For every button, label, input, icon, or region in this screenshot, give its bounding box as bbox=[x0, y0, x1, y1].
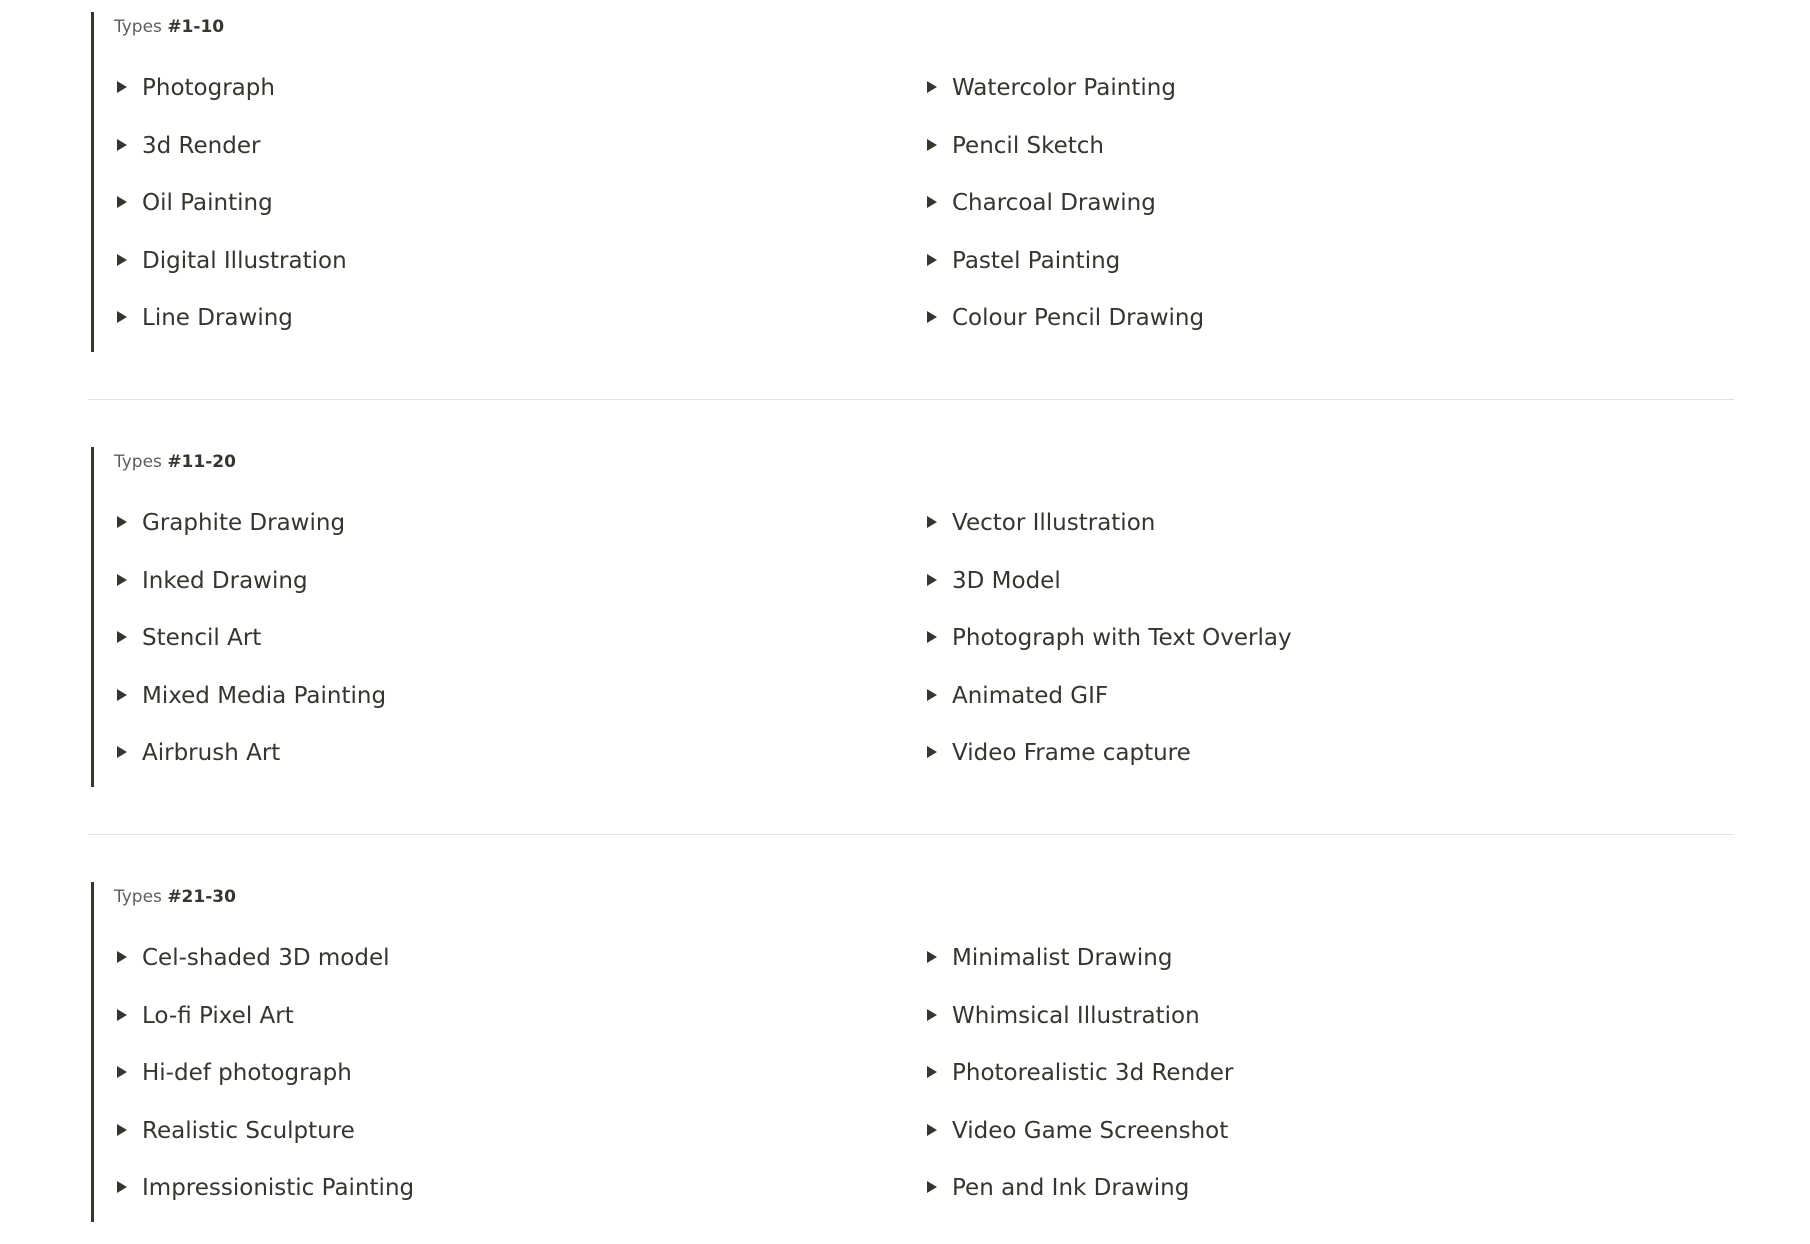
triangle-right-icon[interactable] bbox=[117, 254, 127, 266]
toggle-item[interactable] bbox=[114, 1174, 924, 1232]
toggle-item[interactable] bbox=[924, 624, 1734, 682]
toggle-label: Watercolor Painting bbox=[952, 75, 1176, 101]
toggle-item[interactable] bbox=[924, 189, 1734, 247]
toggle-columns bbox=[114, 944, 1734, 1232]
group-caption bbox=[114, 886, 236, 908]
toggle-label: Digital Illustration bbox=[142, 247, 347, 274]
toggle-item[interactable] bbox=[924, 74, 1734, 132]
toggle-label: Airbrush Art bbox=[142, 740, 281, 766]
toggle-label: Cel-shaded 3D model bbox=[142, 945, 390, 971]
toggle-label: Pastel Painting bbox=[952, 247, 1121, 274]
caption-prefix: Types bbox=[114, 452, 168, 472]
column-left bbox=[114, 509, 924, 797]
triangle-right-icon[interactable] bbox=[927, 139, 937, 151]
toggle-label: Charcoal Drawing bbox=[952, 190, 1156, 216]
triangle-right-icon[interactable] bbox=[927, 1181, 937, 1193]
caption-range: #1-10 bbox=[167, 17, 225, 37]
toggle-label: Colour Pencil Drawing bbox=[952, 305, 1205, 331]
toggle-item[interactable] bbox=[114, 189, 924, 247]
toggle-item[interactable] bbox=[114, 624, 924, 682]
toggle-columns bbox=[114, 74, 1734, 362]
triangle-right-icon[interactable] bbox=[927, 516, 937, 528]
toggle-label: Oil Painting bbox=[142, 190, 273, 216]
caption-range: #11-20 bbox=[167, 452, 236, 472]
toggle-item[interactable] bbox=[924, 739, 1734, 797]
toggle-item[interactable] bbox=[114, 1002, 924, 1060]
toggle-item[interactable] bbox=[924, 1174, 1734, 1232]
toggle-item[interactable] bbox=[924, 682, 1734, 740]
toggle-label: Video Frame capture bbox=[952, 740, 1191, 766]
triangle-right-icon[interactable] bbox=[117, 689, 127, 701]
toggle-item[interactable] bbox=[114, 1117, 924, 1175]
triangle-right-icon[interactable] bbox=[117, 1181, 127, 1193]
toggle-label: Graphite Drawing bbox=[142, 510, 346, 536]
toggle-label: Photograph bbox=[142, 75, 275, 101]
triangle-right-icon[interactable] bbox=[117, 516, 127, 528]
toggle-item[interactable] bbox=[924, 132, 1734, 190]
column-left bbox=[114, 944, 924, 1232]
triangle-right-icon[interactable] bbox=[927, 689, 937, 701]
triangle-right-icon[interactable] bbox=[927, 951, 937, 963]
group-caption bbox=[114, 16, 224, 38]
toggle-item[interactable] bbox=[114, 944, 924, 1002]
triangle-right-icon[interactable] bbox=[117, 311, 127, 323]
toggle-item[interactable] bbox=[924, 1002, 1734, 1060]
toggle-label: Mixed Media Painting bbox=[142, 682, 387, 709]
page-content bbox=[91, 12, 1737, 1222]
toggle-label: Line Drawing bbox=[142, 305, 293, 331]
triangle-right-icon[interactable] bbox=[927, 631, 937, 643]
triangle-right-icon[interactable] bbox=[117, 746, 127, 758]
toggle-columns bbox=[114, 509, 1734, 797]
triangle-right-icon[interactable] bbox=[927, 746, 937, 758]
column-right bbox=[924, 74, 1734, 362]
toggle-label: Inked Drawing bbox=[142, 567, 308, 594]
triangle-right-icon[interactable] bbox=[927, 81, 937, 93]
toggle-label: Vector Illustration bbox=[952, 510, 1156, 536]
toggle-item[interactable] bbox=[924, 1117, 1734, 1175]
toggle-label: Minimalist Drawing bbox=[952, 945, 1173, 971]
triangle-right-icon[interactable] bbox=[927, 254, 937, 266]
toggle-label: Video Game Screenshot bbox=[952, 1117, 1229, 1144]
toggle-label: Whimsical Illustration bbox=[952, 1002, 1200, 1029]
caption-range: #21-30 bbox=[167, 887, 236, 907]
caption-prefix: Types bbox=[114, 887, 168, 907]
toggle-label: Photograph with Text Overlay bbox=[952, 625, 1292, 651]
triangle-right-icon[interactable] bbox=[117, 1066, 127, 1078]
toggle-item[interactable] bbox=[114, 132, 924, 190]
triangle-right-icon[interactable] bbox=[927, 1066, 937, 1078]
toggle-item[interactable] bbox=[114, 567, 924, 625]
triangle-right-icon[interactable] bbox=[927, 196, 937, 208]
toggle-label: Pencil Sketch bbox=[952, 132, 1105, 159]
column-left bbox=[114, 74, 924, 362]
toggle-item[interactable] bbox=[114, 1059, 924, 1117]
toggle-item[interactable] bbox=[114, 682, 924, 740]
triangle-right-icon[interactable] bbox=[117, 139, 127, 151]
triangle-right-icon[interactable] bbox=[117, 631, 127, 643]
divider bbox=[88, 399, 1734, 400]
triangle-right-icon[interactable] bbox=[117, 1124, 127, 1136]
toggle-label: Realistic Sculpture bbox=[142, 1117, 355, 1144]
toggle-item[interactable] bbox=[924, 247, 1734, 305]
triangle-right-icon[interactable] bbox=[927, 574, 937, 586]
group-caption bbox=[114, 451, 236, 473]
toggle-label: Photorealistic 3d Render bbox=[952, 1060, 1234, 1086]
toggle-item[interactable] bbox=[924, 509, 1734, 567]
toggle-label: Lo-fi Pixel Art bbox=[142, 1002, 294, 1029]
toggle-item[interactable] bbox=[924, 944, 1734, 1002]
toggle-label: Pen and Ink Drawing bbox=[952, 1175, 1190, 1201]
toggle-label: Impressionistic Painting bbox=[142, 1175, 415, 1201]
triangle-right-icon[interactable] bbox=[117, 81, 127, 93]
column-right bbox=[924, 944, 1734, 1232]
toggle-item[interactable] bbox=[114, 739, 924, 797]
triangle-right-icon[interactable] bbox=[117, 951, 127, 963]
toggle-item[interactable] bbox=[114, 304, 924, 362]
callout-types-11-20 bbox=[91, 447, 1737, 787]
callout-types-21-30 bbox=[91, 882, 1737, 1222]
divider bbox=[88, 834, 1734, 835]
caption-prefix: Types bbox=[114, 17, 168, 37]
toggle-item[interactable] bbox=[924, 1059, 1734, 1117]
triangle-right-icon[interactable] bbox=[117, 574, 127, 586]
toggle-label: Stencil Art bbox=[142, 625, 262, 651]
triangle-right-icon[interactable] bbox=[117, 196, 127, 208]
toggle-item[interactable] bbox=[114, 247, 924, 305]
toggle-item[interactable] bbox=[924, 567, 1734, 625]
triangle-right-icon[interactable] bbox=[117, 1009, 127, 1021]
callout-types-1-10 bbox=[91, 12, 1737, 352]
triangle-right-icon[interactable] bbox=[927, 1009, 937, 1021]
toggle-item[interactable] bbox=[114, 509, 924, 567]
toggle-label: Hi-def photograph bbox=[142, 1060, 352, 1086]
toggle-label: Animated GIF bbox=[952, 682, 1109, 709]
triangle-right-icon[interactable] bbox=[927, 311, 937, 323]
toggle-label: 3D Model bbox=[952, 567, 1061, 594]
triangle-right-icon[interactable] bbox=[927, 1124, 937, 1136]
toggle-item[interactable] bbox=[924, 304, 1734, 362]
column-right bbox=[924, 509, 1734, 797]
toggle-item[interactable] bbox=[114, 74, 924, 132]
toggle-label: 3d Render bbox=[142, 132, 261, 159]
